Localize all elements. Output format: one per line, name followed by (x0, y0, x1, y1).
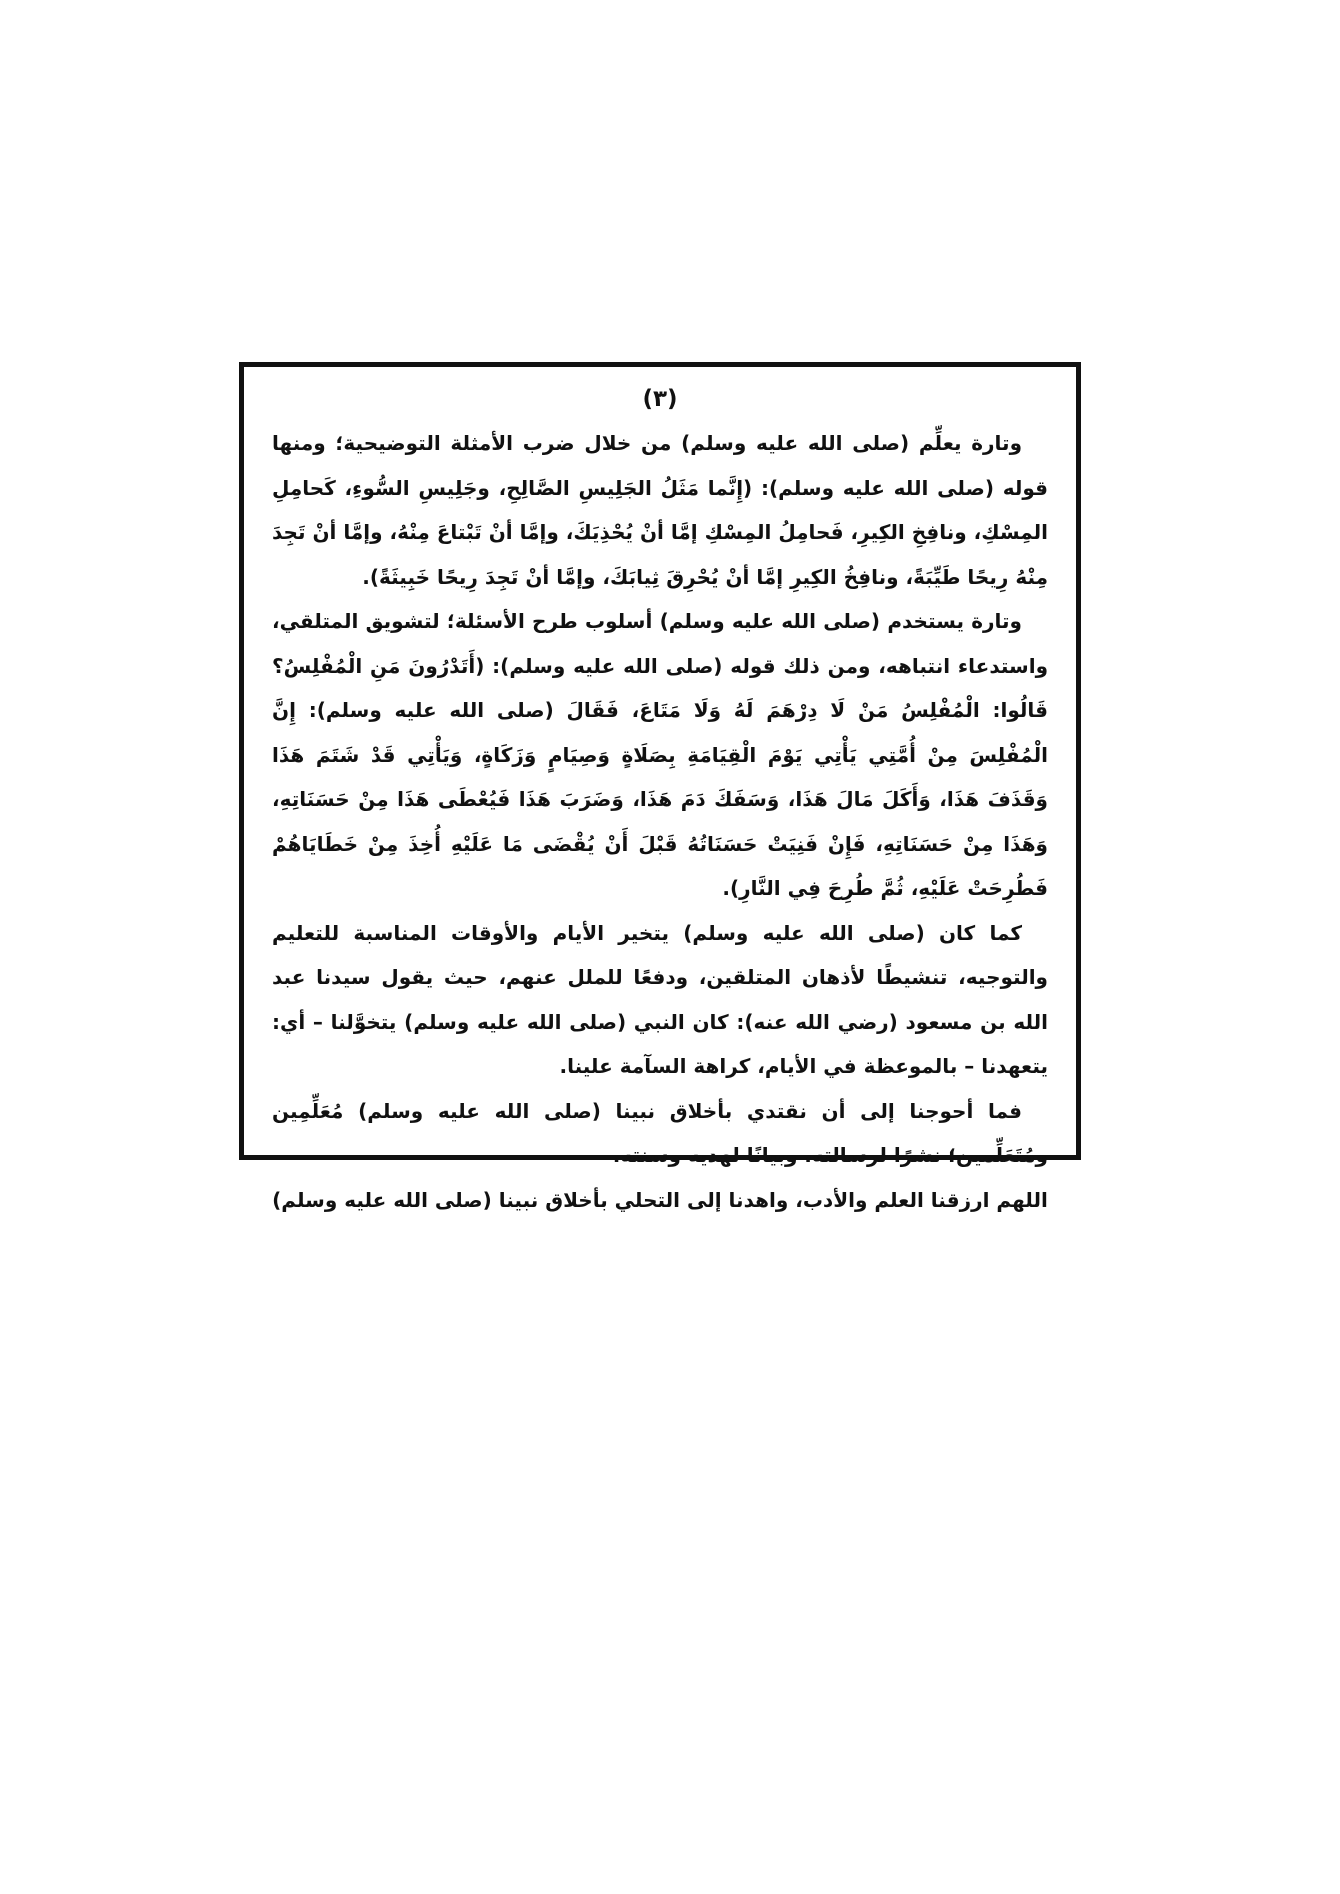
closing-prayer: اللهم ارزقنا العلم والأدب، واهدنا إلى التحلي بأخلاق نبينا (صلى الله عليه وسلم) (272, 1187, 1048, 1212)
paragraph-examples: وتارة يعلِّم (صلى الله عليه وسلم) من خلال ضرب الأمثلة التوضيحية؛ ومنها قوله (صلى الله عليه وسلم): (إِنَّما مَثَلُ الجَلِيسِ الصَّالِحِ، وجَلِيسِ السُّوءِ، كَحامِلِ المِسْكِ، ونافِخِ الكِيرِ، فَحامِلُ المِسْكِ إمَّا أنْ يُحْذِيَكَ، وإمَّا أنْ تَبْتاعَ مِنْهُ، وإمَّا أنْ تَجِدَ مِنْهُ رِيحًا طَيِّبَةً، ونافِخُ الكِيرِ إمَّا أنْ يُحْرِقَ ثِيابَكَ، وإمَّا أنْ تَجِدَ رِيحًا خَبِيثَةً). (272, 431, 1048, 589)
page-frame (239, 362, 1081, 1212)
page-number: (٣) (642, 386, 678, 412)
paragraph-conclusion: فما أحوجنا إلى أن نقتدي بأخلاق نبينا (صلى الله عليه وسلم) مُعَلِّمِين ومُتَعَلِّمين؛ نشرًا لرسالته، وبيانًا لهديه وسنته. (272, 1098, 1048, 1167)
paragraph-questions: وتارة يستخدم (صلى الله عليه وسلم) أسلوب طرح الأسئلة؛ لتشويق المتلقي، واستدعاء انتباهه، ومن ذلك قوله (صلى الله عليه وسلم): (أَتَدْرُونَ مَنِ الْمُفْلِسُ؟ قَالُوا: الْمُفْلِسُ مَنْ لَا دِرْهَمَ لَهُ وَلَا مَتَاعَ، فَقَالَ (صلى الله عليه وسلم): إِنَّ الْمُفْلِسَ مِنْ أُمَّتِي يَأْتِي يَوْمَ الْقِيَامَةِ بِصَلَاةٍ وَصِيَامٍ وَزَكَاةٍ، وَيَأْتِي قَدْ شَتَمَ هَذَا وَقَذَفَ هَذَا، وَأَكَلَ مَالَ هَذَا، وَسَفَكَ دَمَ هَذَا، وَضَرَبَ هَذَا فَيُعْطَى هَذَا مِنْ حَسَنَاتِهِ، وَهَذَا مِنْ حَسَنَاتِهِ، فَإِنْ فَنِيَتْ حَسَنَاتُهُ قَبْلَ أَنْ يُقْضَى مَا عَلَيْهِ أُخِذَ مِنْ خَطَايَاهُمْ فَطُرِحَتْ عَلَيْهِ، ثُمَّ طُرِحَ فِي النَّارِ). (272, 609, 1048, 900)
paragraph-timing: كما كان (صلى الله عليه وسلم) يتخير الأيام والأوقات المناسبة للتعليم والتوجيه، تنشيطًا لأذهان المتلقين، ودفعًا للملل عنهم، حيث يقول سيدنا عبد الله بن مسعود (رضي الله عنه): كان النبي (صلى الله عليه وسلم) يتخوَّلنا – أي: يتعهدنا – بالموعظة في الأيام، كراهة السآمة علينا. (272, 920, 1048, 1078)
